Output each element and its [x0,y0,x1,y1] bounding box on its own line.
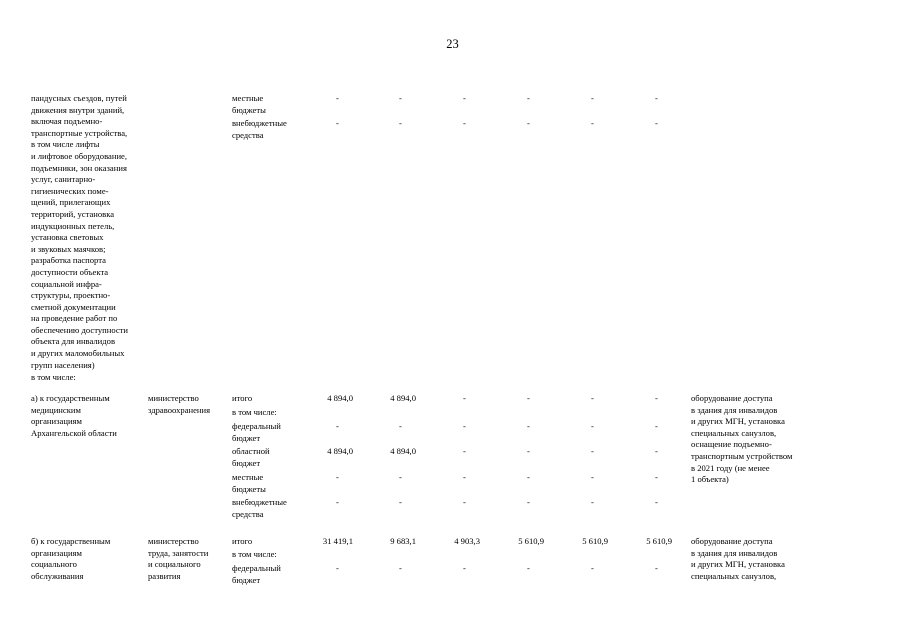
source-regional-budget: областной бюджет [232,446,270,468]
value-cell: - [655,421,658,431]
value-cell: - [591,118,594,128]
value-cell: - [527,497,530,507]
source-including: в том числе: [232,407,277,417]
value-cell: - [336,497,339,507]
value-cell: 5 610,9 [518,536,544,546]
value-cell: - [399,563,402,573]
section-b-executor: министерство труда, занятости и социального развития [148,536,209,581]
section-a-result: оборудование доступа в здания для инвалидов и других МГН, установка специальных санузлов, оснащение подъемно- транспортным устройством в 2021 году (не менее 1 объекта) [691,393,793,485]
value-cell: - [399,472,402,482]
section-b-name: б) к государственным организациям социального обслуживания [31,536,111,581]
value-cell: - [463,472,466,482]
value-cell: - [463,118,466,128]
value-cell: - [655,393,658,403]
section-a-name: а) к государственным медицинским организациям Архангельской области [31,393,117,438]
value-cell: - [399,421,402,431]
value-cell: 9 683,1 [390,536,416,546]
value-cell: 4 894,0 [327,393,353,403]
value-cell: - [527,118,530,128]
value-cell: - [527,563,530,573]
source-including: в том числе: [232,549,277,559]
value-cell: - [527,446,530,456]
value-cell: - [591,497,594,507]
section-a-executor: министерство здравоохранения [148,393,211,415]
value-cell: - [336,421,339,431]
source-extrabudgetary: внебюджетные средства [232,118,287,140]
value-cell: - [463,421,466,431]
value-cell: - [463,563,466,573]
including-label: в том числе: [31,372,76,382]
value-cell: - [591,421,594,431]
value-cell: 4 894,0 [390,393,416,403]
source-total: итого [232,393,253,403]
value-cell: - [655,472,658,482]
value-cell: - [463,93,466,103]
value-cell: - [527,93,530,103]
value-cell: - [399,497,402,507]
measure-description: пандусных съездов, путей движения внутри зданий, включая подъемно- транспортные устройства, в том числе лифты и лифтовое оборудование, подъемники, зон оказания услуг, санитарно- гигиенических поме- щений, прилегающих территорий, установка индукционных петель, установка световых и звуковых маячков; разработка паспорта доступности объекта социальной инфра- структуры, проектно- сметной документации на проведение работ по обеспечению доступности объекта для инвалидов и других маломобильных групп населения) [31,93,129,370]
source-local-budgets: местные бюджеты [232,93,266,115]
value-cell: 4 894,0 [327,446,353,456]
value-cell: - [463,446,466,456]
value-cell: - [655,497,658,507]
value-cell: - [336,563,339,573]
value-cell: 5 610,9 [646,536,672,546]
source-extrabudgetary: внебюджетные средства [232,497,287,519]
value-cell: - [527,472,530,482]
value-cell: - [591,563,594,573]
value-cell: - [527,393,530,403]
section-b-result: оборудование доступа в здания для инвалидов и других МГН, установка специальных санузлов, [691,536,785,581]
page-number: 23 [446,37,459,51]
value-cell: 31 419,1 [322,536,353,546]
value-cell: - [591,393,594,403]
value-cell: - [336,472,339,482]
value-cell: - [591,446,594,456]
value-cell: - [399,93,402,103]
source-federal-budget: федеральный бюджет [232,421,281,443]
value-cell: - [591,93,594,103]
value-cell: - [527,421,530,431]
value-cell: 4 903,3 [454,536,480,546]
value-cell: - [463,393,466,403]
value-cell: - [463,497,466,507]
value-cell: - [399,118,402,128]
value-cell: - [655,118,658,128]
source-local-budgets: местные бюджеты [232,472,266,494]
value-cell: 4 894,0 [390,446,416,456]
value-cell: - [655,93,658,103]
value-cell: 5 610,9 [582,536,608,546]
source-federal-budget: федеральный бюджет [232,563,281,585]
value-cell: - [336,118,339,128]
source-total: итого [232,536,253,546]
value-cell: - [655,563,658,573]
value-cell: - [655,446,658,456]
value-cell: - [336,93,339,103]
value-cell: - [591,472,594,482]
